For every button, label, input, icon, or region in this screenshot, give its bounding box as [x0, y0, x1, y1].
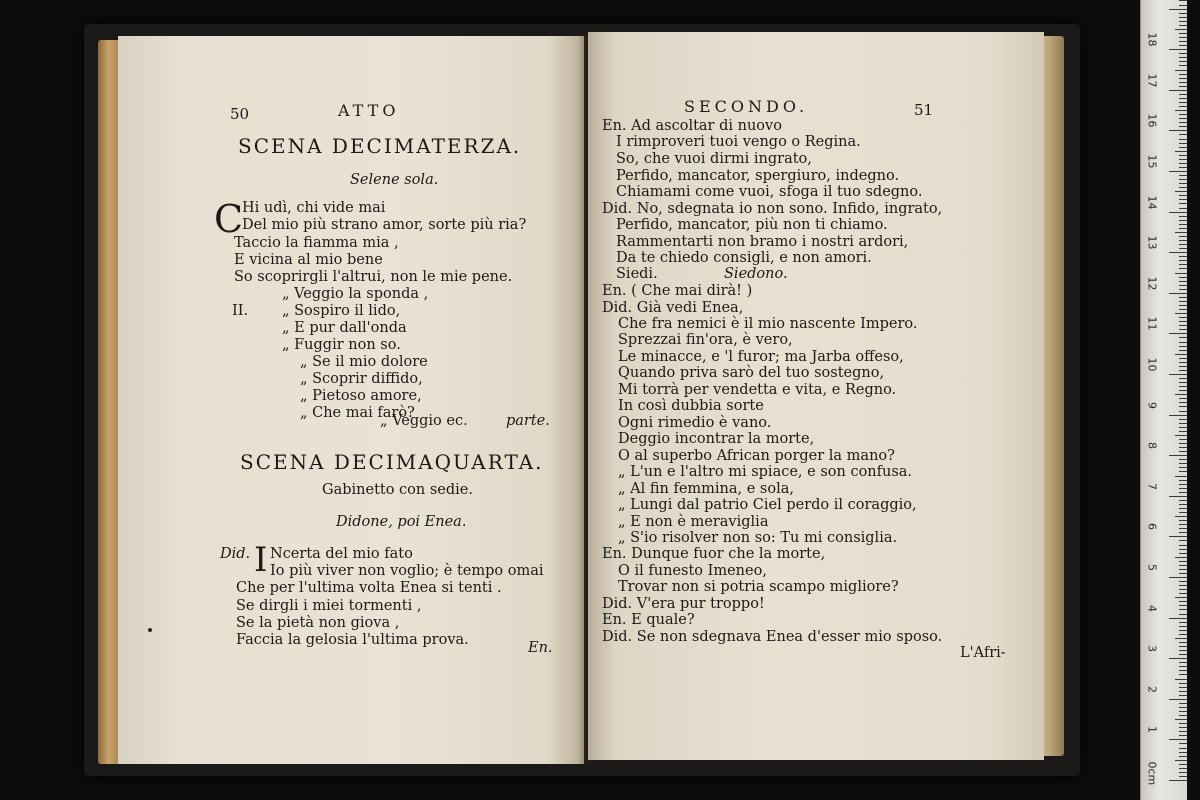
ruler-tick [1179, 179, 1187, 180]
ruler-label: 14 [1145, 195, 1159, 210]
ruler-tick [1175, 638, 1187, 639]
ruler-tick [1179, 203, 1187, 204]
ruler-tick [1179, 41, 1187, 42]
ruler-tick [1179, 264, 1187, 265]
ruler-tick [1179, 208, 1187, 209]
ruler-tick [1175, 151, 1187, 152]
dialogue-line: Da te chiedo consigli, e non amori. [616, 250, 872, 266]
ruler-tick [1179, 601, 1187, 602]
ruler-tick [1179, 139, 1187, 140]
ruler-tick [1179, 764, 1187, 765]
dialogue-line: Chiamami come vuoi, sfoga il tuo sdegno. [616, 184, 923, 200]
ruler-tick [1179, 471, 1187, 472]
ruler-tick [1179, 402, 1187, 403]
speaker-label: Did. [220, 546, 251, 562]
ruler-tick [1179, 532, 1187, 533]
ruler-tick [1175, 597, 1187, 598]
measuring-ruler [1140, 0, 1187, 800]
ruler-label: 17 [1145, 73, 1159, 88]
ruler-tick [1179, 175, 1187, 176]
ruler-tick [1179, 106, 1187, 107]
ruler-tick [1179, 98, 1187, 99]
aria-da-capo: „ Veggio ec. [380, 413, 468, 429]
ruler-tick [1179, 167, 1187, 168]
ruler-tick [1179, 715, 1187, 716]
aria-line: „ Se il mio dolore [300, 354, 428, 370]
dialogue-line: Siedi. [616, 266, 658, 282]
running-head-left: ATTO [338, 101, 400, 120]
ruler-tick [1179, 285, 1187, 286]
ruler-tick [1175, 557, 1187, 558]
ruler-tick [1175, 435, 1187, 436]
ruler-tick [1179, 504, 1187, 505]
ruler-tick [1179, 216, 1187, 217]
ruler-tick [1179, 406, 1187, 407]
ruler-tick [1179, 427, 1187, 428]
ruler-tick [1179, 508, 1187, 509]
dialogue-line: Quando priva sarò del tuo sostegno, [618, 365, 885, 381]
ruler-tick [1179, 691, 1187, 692]
dialogue-line: O il funesto Imeneo, [618, 563, 767, 579]
ruler-label: 2 [1145, 685, 1159, 693]
ruler-tick [1179, 53, 1187, 54]
ruler-tick [1179, 634, 1187, 635]
aria-line: „ Fuggir non so. [282, 337, 401, 353]
ruler-tick [1179, 748, 1187, 749]
ruler-tick [1179, 614, 1187, 615]
aria-line: „ Sospiro il lido, [282, 303, 401, 319]
ruler-tick [1175, 70, 1187, 71]
ruler-tick [1175, 110, 1187, 111]
aria-line: „ Scoprir diffido, [300, 371, 423, 387]
ruler-tick [1179, 439, 1187, 440]
dialogue-line: Sprezzai fin'ora, è vero, [618, 332, 793, 348]
dialogue-line: Did. No, sdegnata io non sono. Infido, ingrato, [602, 201, 943, 217]
ruler-label: 16 [1145, 113, 1159, 128]
ruler-tick [1179, 134, 1187, 135]
ruler-tick [1169, 252, 1187, 253]
dialogue-line: En. ( Che mai dirà! ) [602, 283, 753, 299]
ruler-tick [1179, 382, 1187, 383]
stage-direction: Siedono. [724, 266, 788, 282]
drop-cap-c: C [214, 197, 244, 241]
ruler-tick [1179, 240, 1187, 241]
ruler-label: 9 [1145, 401, 1159, 409]
scene14-setting: Gabinetto con sedie. [322, 482, 473, 498]
ruler-tick [1179, 309, 1187, 310]
ruler-tick [1179, 114, 1187, 115]
dialogue-line: Mi torrà per vendetta e vita, e Regno. [618, 382, 897, 398]
dialogue-line: Deggio incontrar la morte, [618, 431, 815, 447]
ruler-tick [1179, 581, 1187, 582]
ruler-tick [1179, 743, 1187, 744]
ruler-tick [1179, 666, 1187, 667]
ruler-tick [1175, 354, 1187, 355]
verse-line: Se dirgli i miei tormenti , [236, 598, 422, 614]
ruler-tick [1179, 451, 1187, 452]
ruler-tick [1179, 143, 1187, 144]
ruler-tick [1169, 415, 1187, 416]
ruler-tick [1179, 329, 1187, 330]
dialogue-line: O al superbo African porger la mano? [618, 448, 895, 464]
ruler-tick [1169, 9, 1187, 10]
ruler-tick [1179, 731, 1187, 732]
ruler-tick [1179, 398, 1187, 399]
ruler-tick [1179, 317, 1187, 318]
catchword-right: L'Afri- [960, 645, 1006, 661]
ruler-tick [1179, 260, 1187, 261]
ruler-tick [1179, 520, 1187, 521]
ruler-tick [1179, 735, 1187, 736]
ruler-tick [1179, 362, 1187, 363]
ruler-tick [1169, 658, 1187, 659]
ruler-tick [1179, 248, 1187, 249]
ruler-tick [1179, 776, 1187, 777]
ruler-tick [1179, 378, 1187, 379]
ruler-tick [1179, 459, 1187, 460]
ruler-tick [1179, 488, 1187, 489]
ruler-tick [1179, 33, 1187, 34]
dialogue-line: En. Ad ascoltar di nuovo [602, 118, 782, 134]
ruler-tick [1179, 305, 1187, 306]
ruler-label: 4 [1145, 604, 1159, 612]
ruler-tick [1179, 297, 1187, 298]
ruler-tick [1179, 122, 1187, 123]
scene13-cast: Selene sola. [350, 172, 439, 188]
ruler-tick [1179, 670, 1187, 671]
ruler-tick [1179, 423, 1187, 424]
ruler-tick [1179, 337, 1187, 338]
scene13-title: SCENA DECIMATERZA. [238, 134, 522, 158]
ruler-tick [1179, 244, 1187, 245]
ruler-tick [1169, 49, 1187, 50]
ruler-tick [1179, 630, 1187, 631]
ruler-label: 5 [1145, 564, 1159, 571]
ruler-tick [1179, 447, 1187, 448]
ruler-label: 15 [1145, 154, 1159, 169]
right-page [588, 32, 1044, 760]
verse-line: So scoprirgli l'altrui, non le mie pene. [234, 269, 513, 285]
ruler-tick [1179, 321, 1187, 322]
dialogue-line: En. Dunque fuor che la morte, [602, 546, 826, 562]
aria-line: „ Pietoso amore, [300, 388, 422, 404]
aria-number: II. [232, 303, 249, 319]
ruler-tick [1179, 74, 1187, 75]
dialogue-line: „ L'un e l'altro mi spiace, e son confusa. [618, 464, 913, 480]
verse-line: Del mio più strano amor, sorte più ria? [242, 217, 527, 233]
ruler-tick [1179, 350, 1187, 351]
dialogue-line: „ Lungi dal patrio Ciel perdo il coraggio, [618, 497, 917, 513]
ruler-tick [1179, 0, 1187, 1]
ruler-tick [1169, 496, 1187, 497]
ruler-tick [1179, 5, 1187, 6]
ruler-tick [1179, 236, 1187, 237]
ruler-tick [1179, 662, 1187, 663]
ruler-tick [1179, 727, 1187, 728]
ruler-tick [1179, 289, 1187, 290]
ruler-tick [1169, 618, 1187, 619]
ruler-tick [1179, 711, 1187, 712]
ruler-tick [1175, 760, 1187, 761]
ink-spot [148, 628, 152, 632]
ruler-tick [1179, 569, 1187, 570]
ruler-tick [1179, 277, 1187, 278]
ruler-label: 6 [1145, 523, 1159, 531]
ruler-tick [1179, 500, 1187, 501]
dialogue-line: Perfido, mancator, più non ti chiamo. [616, 217, 888, 233]
ruler-tick [1179, 346, 1187, 347]
ruler-tick [1175, 191, 1187, 192]
ruler-tick [1179, 224, 1187, 225]
ruler-tick [1179, 573, 1187, 574]
catchword: En. [528, 640, 553, 656]
ruler-tick [1175, 476, 1187, 477]
ruler-tick [1179, 386, 1187, 387]
dialogue-line: So, che vuoi dirmi ingrato, [616, 151, 812, 167]
running-head-right: SECONDO. [684, 97, 809, 116]
ruler-tick [1175, 29, 1187, 30]
ruler-tick [1179, 61, 1187, 62]
ruler-tick [1175, 516, 1187, 517]
dialogue-line: Did. Già vedi Enea, [602, 300, 744, 316]
dialogue-line: Le minacce, e 'l furor; ma Jarba offeso, [618, 349, 904, 365]
ruler-tick [1179, 431, 1187, 432]
ruler-tick [1179, 268, 1187, 269]
ruler-tick [1175, 719, 1187, 720]
ruler-tick [1179, 549, 1187, 550]
ruler-tick [1169, 212, 1187, 213]
ruler-tick [1179, 82, 1187, 83]
ruler-tick [1179, 650, 1187, 651]
ruler-tick [1179, 126, 1187, 127]
ruler-label: 18 [1145, 32, 1159, 47]
ruler-tick [1179, 553, 1187, 554]
scene14-title: SCENA DECIMAQUARTA. [240, 450, 544, 474]
ruler-tick [1179, 45, 1187, 46]
ruler-tick [1179, 366, 1187, 367]
ruler-tick [1179, 626, 1187, 627]
ruler-tick [1179, 187, 1187, 188]
ruler-tick [1179, 199, 1187, 200]
ruler-tick [1179, 21, 1187, 22]
dialogue-line: Did. V'era pur troppo! [602, 596, 765, 612]
ruler-tick [1179, 220, 1187, 221]
verse-line: E vicina al mio bene [234, 252, 383, 268]
verse-line: Se la pietà non giova , [236, 615, 400, 631]
ruler-tick [1169, 699, 1187, 700]
dialogue-line: Did. Se non sdegnava Enea d'esser mio sposo. [602, 629, 943, 645]
page-number-right: 51 [914, 101, 934, 119]
page-number-left: 50 [230, 105, 250, 123]
verse-line: Hi udì, chi vide mai [242, 200, 386, 216]
ruler-tick [1179, 654, 1187, 655]
ruler-tick [1179, 25, 1187, 26]
ruler-tick [1179, 756, 1187, 757]
dialogue-line: I rimproveri tuoi vengo o Regina. [616, 134, 861, 150]
ruler-tick [1179, 411, 1187, 412]
ruler-tick [1179, 57, 1187, 58]
ruler-tick [1179, 443, 1187, 444]
ruler-tick [1179, 183, 1187, 184]
ruler-label: 8 [1145, 442, 1159, 450]
ruler-tick [1175, 313, 1187, 314]
ruler-tick [1179, 155, 1187, 156]
ruler-tick [1179, 605, 1187, 606]
ruler-tick [1179, 768, 1187, 769]
ruler-tick [1179, 118, 1187, 119]
verse-line: Ncerta del mio fato [270, 546, 413, 562]
ruler-label: 3 [1145, 645, 1159, 653]
ruler-tick [1179, 528, 1187, 529]
ruler-tick [1169, 455, 1187, 456]
ruler-tick [1179, 467, 1187, 468]
ruler-tick [1179, 545, 1187, 546]
dialogue-line: Rammentarti non bramo i nostri ardori, [616, 234, 909, 250]
verse-line: Taccio la fiamma mia , [234, 235, 399, 251]
ruler-tick [1179, 370, 1187, 371]
ruler-tick [1179, 674, 1187, 675]
drop-cap-i: I [254, 540, 268, 580]
verse-line: Io più viver non voglio; è tempo omai [270, 563, 544, 579]
ruler-tick [1169, 536, 1187, 537]
ruler-tick [1179, 17, 1187, 18]
ruler-tick [1175, 679, 1187, 680]
ruler-tick [1179, 540, 1187, 541]
ruler-tick [1179, 512, 1187, 513]
ruler-tick [1179, 492, 1187, 493]
exit-direction: parte. [506, 413, 550, 429]
ruler-tick [1179, 561, 1187, 562]
ruler-tick [1169, 293, 1187, 294]
ruler-label: 13 [1145, 235, 1159, 250]
ruler-tick [1179, 703, 1187, 704]
dialogue-line: Perfido, mancator, spergiuro, indegno. [616, 168, 900, 184]
ruler-tick [1179, 565, 1187, 566]
ruler-tick [1179, 723, 1187, 724]
left-page [118, 36, 584, 764]
ruler-tick [1179, 256, 1187, 257]
ruler-tick [1179, 524, 1187, 525]
ruler-tick [1179, 86, 1187, 87]
ruler-label: 1 [1145, 726, 1159, 734]
dialogue-line: „ S'io risolver non so: Tu mi consiglia. [618, 530, 898, 546]
aria-line: „ Che mai farò? [300, 405, 415, 421]
dialogue-line: „ Al fin femmina, e sola, [618, 481, 794, 497]
ruler-label: 7 [1145, 482, 1159, 490]
ruler-tick [1179, 78, 1187, 79]
ruler-label: 0cm [1145, 761, 1159, 786]
ruler-tick [1179, 65, 1187, 66]
ruler-tick [1169, 90, 1187, 91]
ruler-tick [1169, 780, 1187, 781]
ruler-tick [1179, 301, 1187, 302]
ruler-tick [1179, 642, 1187, 643]
ruler-tick [1179, 37, 1187, 38]
ruler-tick [1179, 13, 1187, 14]
ruler-tick [1179, 94, 1187, 95]
ruler-tick [1169, 739, 1187, 740]
ruler-label: 10 [1145, 357, 1159, 372]
ruler-tick [1179, 102, 1187, 103]
scene14-cast: Didone, poi Enea. [336, 514, 467, 530]
ruler-tick [1179, 622, 1187, 623]
ruler-label: 11 [1145, 316, 1159, 331]
ruler-tick [1169, 374, 1187, 375]
dialogue-line: In così dubbia sorte [618, 398, 764, 414]
dialogue-line: Che fra nemici è il mio nascente Impero. [618, 316, 918, 332]
dialogue-line: Ogni rimedio è vano. [618, 415, 772, 431]
ruler-tick [1175, 273, 1187, 274]
dialogue-line: En. E quale? [602, 612, 695, 628]
ruler-tick [1179, 419, 1187, 420]
ruler-tick [1179, 772, 1187, 773]
ruler-tick [1179, 195, 1187, 196]
ruler-tick [1175, 394, 1187, 395]
ruler-tick [1179, 281, 1187, 282]
ruler-label: 12 [1145, 276, 1159, 291]
aria-line: „ E pur dall'onda [282, 320, 407, 336]
ruler-tick [1169, 577, 1187, 578]
ruler-tick [1179, 463, 1187, 464]
ruler-tick [1179, 695, 1187, 696]
ruler-tick [1175, 232, 1187, 233]
ruler-tick [1179, 325, 1187, 326]
ruler-tick [1169, 130, 1187, 131]
dialogue-line: Trovar non si potria scampo migliore? [618, 579, 899, 595]
ruler-tick [1179, 390, 1187, 391]
ruler-tick [1179, 480, 1187, 481]
ruler-tick [1179, 593, 1187, 594]
ruler-tick [1179, 585, 1187, 586]
ruler-tick [1179, 358, 1187, 359]
ruler-tick [1179, 159, 1187, 160]
ruler-tick [1179, 484, 1187, 485]
ruler-tick [1169, 333, 1187, 334]
ruler-tick [1179, 707, 1187, 708]
ruler-tick [1179, 609, 1187, 610]
ruler-tick [1169, 171, 1187, 172]
aria-line: „ Veggio la sponda , [282, 286, 429, 302]
ruler-tick [1179, 646, 1187, 647]
ruler-tick [1179, 163, 1187, 164]
ruler-tick [1179, 589, 1187, 590]
ruler-tick [1179, 147, 1187, 148]
ruler-tick [1179, 752, 1187, 753]
ruler-tick [1179, 687, 1187, 688]
dialogue-line: „ E non è meraviglia [618, 514, 769, 530]
ruler-tick [1179, 342, 1187, 343]
verse-line: Faccia la gelosia l'ultima prova. [236, 632, 469, 648]
verse-line: Che per l'ultima volta Enea si tenti . [236, 580, 502, 596]
ruler-tick [1179, 228, 1187, 229]
ruler-tick [1179, 683, 1187, 684]
